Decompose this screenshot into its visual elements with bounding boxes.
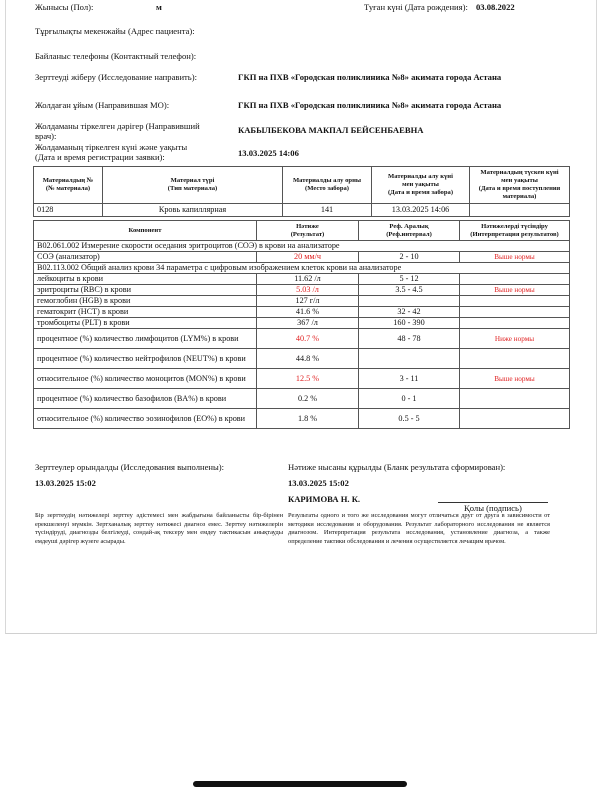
result-row (34, 369, 570, 389)
gender-value: м (156, 2, 162, 12)
ref-interval: 0.5 - 5 (359, 409, 460, 429)
ref-interval: 48 - 78 (359, 329, 460, 349)
component-name: гематокрит (HCT) в крови (34, 307, 257, 318)
arrival-date (470, 204, 570, 217)
result-value: 44.8 % (257, 349, 359, 369)
org-value: ГКП на ПХВ «Городская поликлиника №8» акимата города Астана (238, 100, 502, 110)
note-ru: Результаты одного и того же исследования могут отличаться друг от друга в зависимости от методики исследования и оборудования. Результат лабораторного исследования не является диагнозом. Интерпретация результата исследования, установление диагноза, а также определение тактики обследования и лечения осуществляется лечащим врачом. (288, 512, 550, 545)
section-row (34, 263, 570, 274)
component-name: тромбоциты (PLT) в крови (34, 318, 257, 329)
component-name: процентное (%) количество нейтрофилов (NEUT%) в крови (34, 349, 257, 369)
component-name: относительное (%) количество моноцитов (MON%) в крови (34, 369, 257, 389)
ref-interval: 3.5 - 4.5 (359, 285, 460, 296)
gender-label: Жынысы (Пол): (35, 2, 94, 12)
address-label: Тұрғылықты мекенжайы (Адрес пациента): (35, 26, 195, 36)
interpretation: Ниже нормы (460, 329, 570, 349)
result-value: 11.62 /л (257, 274, 359, 285)
material-row (34, 204, 570, 217)
result-row (34, 329, 570, 349)
interpretation (460, 274, 570, 285)
interpretation (460, 409, 570, 429)
doctor-label-2: врач): (35, 131, 57, 141)
collection-place-header: Материалды алу орны (Место забора) (283, 167, 372, 204)
result-value: 127 г/л (257, 296, 359, 307)
sent-label: Зерттеуді жіберу (Исследование направить): (35, 72, 197, 82)
interpretation: Выше нормы (460, 252, 570, 263)
ref-interval (359, 349, 460, 369)
phone-label: Байланыс телефоны (Контактный телефон): (35, 51, 197, 61)
material-number-header: Материалдың № (№ материала) (34, 167, 103, 204)
doctor-value: КАБЫЛБЕКОВА МАКПАЛ БЕЙСЕНБАЕВНА (238, 125, 424, 135)
sent-value: ГКП на ПХВ «Городская поликлиника №8» акимата города Астана (238, 72, 502, 82)
ref-interval: 32 - 42 (359, 307, 460, 318)
ref-interval: 5 - 12 (359, 274, 460, 285)
interpretation (460, 318, 570, 329)
interpretation (460, 307, 570, 318)
ref-interval (359, 296, 460, 307)
component-name: эритроциты (RBC) в крови (34, 285, 257, 296)
ref-interval: 3 - 11 (359, 369, 460, 389)
result-value: 367 /л (257, 318, 359, 329)
result-row (34, 252, 570, 263)
interpretation: Выше нормы (460, 369, 570, 389)
org-label: Жолдаған ұйым (Направившая МО): (35, 100, 170, 110)
component-name: процентное (%) количество лимфоцитов (LYM%) в крови (34, 329, 257, 349)
collection-place: 141 (283, 204, 372, 217)
ref-interval: 160 - 390 (359, 318, 460, 329)
result-row (34, 409, 570, 429)
reg-label-1: Жолдаманың тіркелген күні және уақыты (35, 142, 188, 152)
report-sheet (5, 0, 597, 634)
result-row (34, 307, 570, 318)
interpretation (460, 349, 570, 369)
formed-value: 13.03.2025 15:02 (288, 478, 349, 488)
collection-date-header: Материалды алу күні мен уақыты (Дата и время забора) (372, 167, 470, 204)
interpretation (460, 389, 570, 409)
result-value: 40.7 % (257, 329, 359, 349)
done-label: Зерттеулер орындалды (Исследования выполнены): (35, 462, 225, 472)
reg-label-2: (Дата и время регистрации заявки): (35, 152, 165, 162)
result-value: 0.2 % (257, 389, 359, 409)
ref-header: Реф. Аралық (Реф.интервал) (359, 221, 460, 241)
result-header: Нәтиже (Результат) (257, 221, 359, 241)
interpretation (460, 296, 570, 307)
result-row (34, 349, 570, 369)
component-name: процентное (%) количество базофилов (BA%) в крови (34, 389, 257, 409)
result-row (34, 389, 570, 409)
result-row (34, 285, 570, 296)
note-kz: Бір зерттеудің нәтижелері зерттеу әдістемесі мен жабдығына байланысты бір-бірінен ерекшеленуі мүмкін. Зертханалық зерттеу нәтижесі диагноз емес. Зерттеу нәтижелерін түсіндіруді, диагнозды белгілеуді, сондай-ақ тексеру мен емдеу тактикасын анықтауды емдеуші дәрігер жүзеге асырады. (35, 512, 283, 545)
section-title: B02.113.002 Общий анализ крови 34 параметра с цифровым изображением клеток крови на анализаторе (34, 263, 570, 274)
done-value: 13.03.2025 15:02 (35, 478, 96, 488)
component-name: гемоглобин (HGB) в крови (34, 296, 257, 307)
result-value: 12.5 % (257, 369, 359, 389)
interp-header: Нәтижелерді түсіндіру (Интерпретация результатов) (460, 221, 570, 241)
material-type-header: Материал түрі (Тип материала) (103, 167, 283, 204)
section-row (34, 241, 570, 252)
material-number: 0128 (34, 204, 103, 217)
result-value: 5.03 /л (257, 285, 359, 296)
birth-label: Туған күні (Дата рождения): (364, 2, 468, 12)
arrival-date-header: Материалдың түскен күні мен уақыты (Дата и время поступления материала) (470, 167, 570, 204)
result-value: 41.6 % (257, 307, 359, 318)
home-indicator[interactable] (193, 781, 407, 787)
formed-label: Нәтиже нысаны құрылды (Бланк результата сформирован): (288, 462, 506, 472)
component-name: СОЭ (анализатор) (34, 252, 257, 263)
result-row (34, 318, 570, 329)
material-header-row (34, 167, 570, 204)
result-value: 20 мм/ч (257, 252, 359, 263)
result-row (34, 274, 570, 285)
signer-name: КАРИМОВА Н. К. (288, 494, 361, 504)
doctor-label-1: Жолдаманы тіркелген дәрігер (Направивший (35, 121, 200, 131)
results-header-row (34, 221, 570, 241)
result-value: 1.8 % (257, 409, 359, 429)
component-name: относительное (%) количество эозинофилов (EO%) в крови (34, 409, 257, 429)
collection-date: 13.03.2025 14:06 (372, 204, 470, 217)
interpretation: Выше нормы (460, 285, 570, 296)
material-type: Кровь капиллярная (103, 204, 283, 217)
result-row (34, 296, 570, 307)
ref-interval: 0 - 1 (359, 389, 460, 409)
reg-value: 13.03.2025 14:06 (238, 148, 299, 158)
signature-label: Қолы (подпись) (464, 503, 522, 513)
component-name: лейкоциты в крови (34, 274, 257, 285)
results-table (33, 220, 570, 429)
material-table (33, 166, 570, 217)
birth-value: 03.08.2022 (476, 2, 515, 12)
component-header: Компонент (34, 221, 257, 241)
section-title: B02.061.002 Измерение скорости оседания эритроцитов (СОЭ) в крови на анализаторе (34, 241, 570, 252)
ref-interval: 2 - 10 (359, 252, 460, 263)
